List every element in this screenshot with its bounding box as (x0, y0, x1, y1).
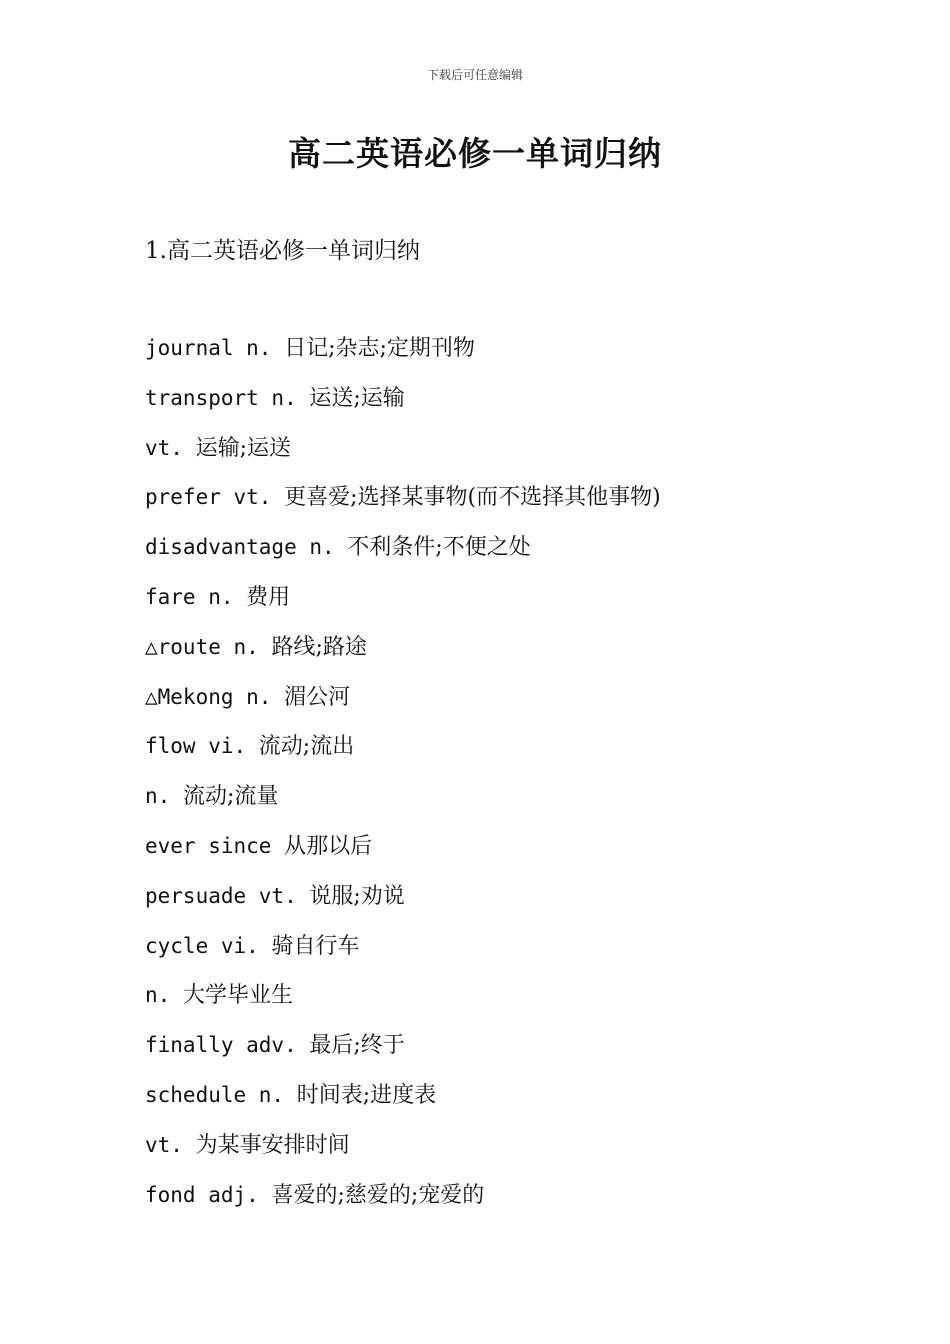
vocab-entry (145, 1079, 865, 1129)
vocab-entry (145, 481, 865, 531)
vocab-term: disadvantage n. (145, 535, 348, 560)
vocab-meaning: 不利条件;不便之处 (347, 535, 531, 561)
vocab-term: △route n. (145, 634, 272, 659)
vocab-entry (145, 681, 865, 731)
vocab-entry (145, 432, 865, 482)
vocab-entry (145, 382, 865, 432)
vocabulary-list (145, 332, 865, 1228)
vocab-meaning: 流动;流出 (258, 734, 355, 760)
vocab-term: vt. (145, 435, 196, 460)
vocab-term: flow vi. (145, 734, 259, 759)
vocab-meaning: 从那以后 (284, 833, 373, 859)
vocab-entry (145, 1029, 865, 1079)
vocab-entry (145, 581, 865, 631)
vocab-term: fond adj. (145, 1182, 272, 1207)
vocab-meaning: 路线;路途 (271, 634, 367, 660)
vocab-meaning: 说服;劝说 (309, 883, 405, 909)
vocab-meaning: 流动;流量 (182, 784, 279, 810)
vocab-meaning: 最后;终于 (309, 1033, 405, 1059)
vocab-entry (145, 631, 865, 681)
vocab-entry (145, 880, 865, 930)
vocab-meaning: 湄公河 (284, 684, 351, 710)
vocab-entry (145, 780, 865, 830)
vocab-term: △Mekong n. (145, 684, 285, 709)
vocab-entry (145, 730, 865, 780)
vocab-entry (145, 979, 865, 1029)
vocab-meaning: 运送;运输 (309, 385, 405, 411)
vocab-term: ever since (145, 833, 285, 858)
header-note: 下载后可任意编辑 (426, 68, 523, 82)
vocab-term: n. (145, 784, 183, 809)
vocab-entry (145, 531, 865, 581)
vocab-term: n. (145, 983, 183, 1008)
vocab-meaning: 骑自行车 (271, 933, 360, 959)
vocab-term: finally adv. (145, 1033, 310, 1058)
vocab-meaning: 大学毕业生 (182, 983, 293, 1009)
vocab-meaning: 日记;杂志;定期刊物 (284, 336, 475, 361)
vocab-entry (145, 1129, 865, 1179)
vocab-term: prefer vt. (145, 485, 285, 510)
vocab-meaning: 费用 (246, 584, 291, 610)
document-title: 高二英语必修一单词归纳 (288, 134, 662, 173)
vocab-meaning: 运输;运送 (195, 435, 291, 461)
vocab-meaning: 时间表;进度表 (296, 1082, 437, 1108)
vocab-entry (145, 930, 865, 980)
section-heading: 1.高二英语必修一单词归纳 (145, 238, 420, 264)
vocab-term: fare n. (145, 584, 247, 609)
vocab-entry (145, 332, 865, 382)
vocab-meaning: 更喜爱;选择某事物(而不选择其他事物) (284, 485, 661, 511)
vocab-term: persuade vt. (145, 883, 310, 908)
vocab-meaning: 为某事安排时间 (195, 1132, 350, 1158)
vocab-term: transport n. (145, 385, 310, 410)
vocab-entry (145, 1179, 865, 1229)
vocab-term: schedule n. (145, 1082, 297, 1107)
vocab-term: cycle vi. (145, 933, 272, 958)
vocab-entry (145, 830, 865, 880)
vocab-term: journal n. (145, 336, 285, 360)
vocab-term: vt. (145, 1132, 196, 1157)
vocab-meaning: 喜爱的;慈爱的;宠爱的 (271, 1182, 485, 1208)
